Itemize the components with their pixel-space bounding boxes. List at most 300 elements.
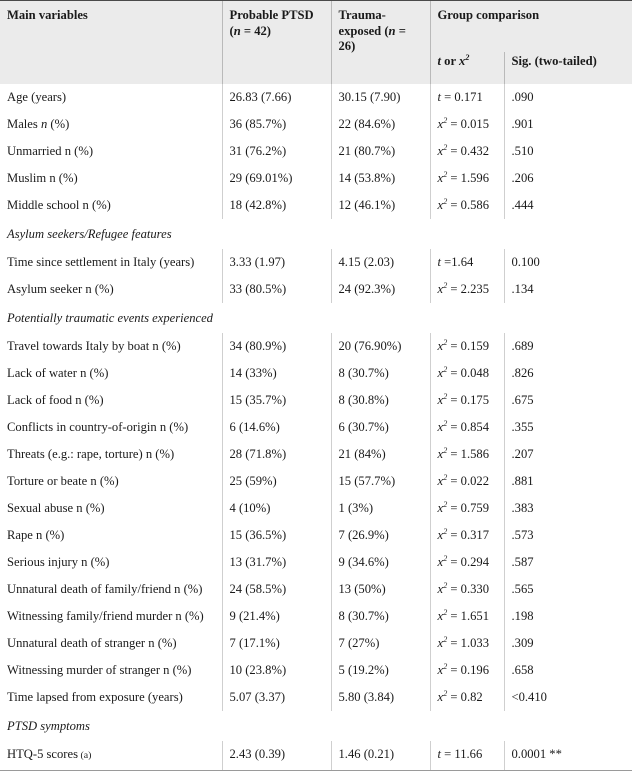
table-row: [0, 111, 632, 138]
significance-value: 0.0001 **: [511, 746, 562, 761]
significance-value-cell: [504, 84, 632, 111]
significance-value: .090: [511, 89, 534, 104]
significance-value: .689: [511, 338, 534, 353]
trauma-exposed-value: 14 (53.8%): [338, 170, 396, 185]
trauma-exposed-value-cell: [331, 603, 430, 630]
row-label-text: Conflicts in country-of-origin n (%): [7, 419, 189, 434]
test-statistic-value: = 1.651: [447, 608, 489, 623]
significance-value-cell: [504, 741, 632, 771]
row-label-cell: [0, 657, 222, 684]
header-row-primary: [0, 1, 632, 53]
test-statistic-value: = 1.033: [447, 635, 489, 650]
probable-ptsd-value-cell: [222, 684, 331, 711]
test-statistic-value: = 2.235: [447, 281, 489, 296]
chi-square-superscript: 2: [443, 196, 448, 206]
chi-square-symbol: x: [437, 500, 444, 515]
test-statistic-cell: [430, 603, 504, 630]
table-row: [0, 603, 632, 630]
test-statistic-cell: [430, 165, 504, 192]
t-statistic-symbol: t: [437, 89, 441, 104]
row-label-suffix: (%): [47, 116, 70, 131]
row-label-text: HTQ-5 scores: [7, 746, 78, 761]
significance-value: .206: [511, 170, 534, 185]
row-label-cell: [0, 522, 222, 549]
trauma-exposed-value: 4.15 (2.03): [338, 254, 395, 269]
probable-ptsd-value: 2.43 (0.39): [229, 746, 286, 761]
chi-square-symbol: x: [437, 419, 444, 434]
significance-value: 0.100: [511, 254, 540, 269]
test-statistic-value: = 0.294: [447, 554, 489, 569]
row-label-text: Asylum seeker n (%): [7, 281, 114, 296]
test-statistic-cell: [430, 414, 504, 441]
significance-value-cell: [504, 603, 632, 630]
probable-ptsd-value-cell: [222, 138, 331, 165]
probable-ptsd-value-cell: [222, 657, 331, 684]
significance-value: .573: [511, 527, 534, 542]
trauma-exposed-value-cell: [331, 138, 430, 165]
header-trauma-exposed-n-symbol: n: [388, 23, 396, 38]
chi-square-symbol: x: [437, 662, 444, 677]
chi-square-symbol: x: [437, 554, 444, 569]
row-label-cell: [0, 603, 222, 630]
row-label-text: Time lapsed from exposure (years): [7, 689, 183, 704]
significance-value: <0.410: [511, 689, 547, 704]
probable-ptsd-value-cell: [222, 495, 331, 522]
row-label-cell: [0, 333, 222, 360]
probable-ptsd-value-cell: [222, 387, 331, 414]
table-row: [0, 522, 632, 549]
trauma-exposed-value-cell: [331, 468, 430, 495]
probable-ptsd-value: 28 (71.8%): [229, 446, 287, 461]
significance-value: .658: [511, 662, 534, 677]
trauma-exposed-value: 5 (19.2%): [338, 662, 389, 677]
table-row: [0, 495, 632, 522]
header-t-symbol: t: [437, 54, 441, 68]
trauma-exposed-value-cell: [331, 657, 430, 684]
test-statistic-value: = 0.82: [447, 689, 483, 704]
header-probable-ptsd-n-symbol: n: [233, 23, 241, 38]
chi-square-symbol: x: [437, 116, 444, 131]
significance-value-cell: [504, 495, 632, 522]
trauma-exposed-value: 9 (34.6%): [338, 554, 389, 569]
row-label-text: Lack of water n (%): [7, 365, 109, 380]
header-main-variables: [0, 1, 222, 85]
trauma-exposed-value: 8 (30.7%): [338, 365, 389, 380]
trauma-exposed-value-cell: [331, 333, 430, 360]
probable-ptsd-value: 6 (14.6%): [229, 419, 280, 434]
significance-value-cell: [504, 387, 632, 414]
table-row: [0, 549, 632, 576]
chi-square-superscript: 2: [443, 391, 448, 401]
table-body: [0, 84, 632, 771]
header-group-comparison-label: Group comparison: [437, 8, 540, 22]
chi-square-symbol: x: [437, 338, 444, 353]
probable-ptsd-value-cell: [222, 192, 331, 219]
section-header-row: [0, 711, 632, 741]
row-label-text: Age (years): [7, 89, 67, 104]
trauma-exposed-value-cell: [331, 360, 430, 387]
t-statistic-symbol: t: [437, 254, 441, 269]
test-statistic-value: = 0.048: [447, 365, 489, 380]
significance-value: .587: [511, 554, 534, 569]
trauma-exposed-value-cell: [331, 684, 430, 711]
header-probable-ptsd-paren-open: (: [229, 23, 234, 38]
significance-value-cell: [504, 414, 632, 441]
section-header-row: [0, 303, 632, 333]
table-row: [0, 165, 632, 192]
row-label-cell: [0, 495, 222, 522]
significance-value: .444: [511, 197, 534, 212]
test-statistic-cell: [430, 249, 504, 276]
row-label-text: Serious injury n (%): [7, 554, 110, 569]
probable-ptsd-value: 29 (69.01%): [229, 170, 293, 185]
chi-square-symbol: x: [437, 446, 444, 461]
table-row: [0, 414, 632, 441]
test-statistic-value: = 0.159: [447, 338, 489, 353]
probable-ptsd-value-cell: [222, 249, 331, 276]
chi-square-superscript: 2: [443, 634, 448, 644]
row-label-text: Torture or beate n (%): [7, 473, 119, 488]
trauma-exposed-value: 24 (92.3%): [338, 281, 396, 296]
header-trauma-exposed-paren-open: exposed (: [338, 23, 389, 38]
trauma-exposed-value: 7 (27%): [338, 635, 380, 650]
section-header-label: PTSD symptoms: [7, 718, 90, 733]
test-statistic-value: = 1.596: [447, 170, 489, 185]
trauma-exposed-value: 22 (84.6%): [338, 116, 396, 131]
test-statistic-cell: [430, 360, 504, 387]
significance-value: .826: [511, 365, 534, 380]
significance-value: .901: [511, 116, 534, 131]
chi-square-symbol: x: [437, 170, 444, 185]
significance-value-cell: [504, 468, 632, 495]
header-chi-symbol: x: [458, 54, 466, 68]
header-chi-superscript: 2: [465, 52, 470, 62]
table-header: [0, 1, 632, 85]
test-statistic-cell: [430, 111, 504, 138]
table-row: [0, 192, 632, 219]
significance-value-cell: [504, 111, 632, 138]
row-label-cell: [0, 84, 222, 111]
probable-ptsd-value: 9 (21.4%): [229, 608, 280, 623]
header-main-variables-label: Main variables: [7, 8, 88, 22]
test-statistic-value: = 0.317: [447, 527, 489, 542]
chi-square-superscript: 2: [443, 115, 448, 125]
header-probable-ptsd: [222, 1, 331, 85]
table-row: [0, 360, 632, 387]
header-trauma-exposed-label: Trauma-: [338, 8, 386, 22]
header-significance: [504, 52, 632, 84]
significance-value: .309: [511, 635, 534, 650]
trauma-exposed-value: 21 (84%): [338, 446, 386, 461]
probable-ptsd-value-cell: [222, 414, 331, 441]
significance-value-cell: [504, 165, 632, 192]
table-row: [0, 684, 632, 711]
row-label-cell: [0, 360, 222, 387]
chi-square-superscript: 2: [443, 280, 448, 290]
significance-value-cell: [504, 249, 632, 276]
row-label-text: Unnatural death of stranger n (%): [7, 635, 177, 650]
probable-ptsd-value-cell: [222, 468, 331, 495]
header-significance-label: Sig. (two-tailed): [511, 54, 597, 68]
probable-ptsd-value: 5.07 (3.37): [229, 689, 286, 704]
trauma-exposed-value: 7 (26.9%): [338, 527, 389, 542]
probable-ptsd-value-cell: [222, 84, 331, 111]
significance-value-cell: [504, 684, 632, 711]
trauma-exposed-value-cell: [331, 630, 430, 657]
row-label-text: Sexual abuse n (%): [7, 500, 105, 515]
row-label-cell: [0, 468, 222, 495]
chi-square-superscript: 2: [443, 445, 448, 455]
probable-ptsd-value-cell: [222, 741, 331, 771]
trauma-exposed-value: 21 (80.7%): [338, 143, 396, 158]
chi-square-superscript: 2: [443, 580, 448, 590]
section-header-label: Asylum seekers/Refugee features: [7, 226, 172, 241]
section-header-row: [0, 219, 632, 249]
table-row: [0, 84, 632, 111]
trauma-exposed-value: 8 (30.8%): [338, 392, 389, 407]
test-statistic-value: = 0.854: [447, 419, 489, 434]
trauma-exposed-value-cell: [331, 111, 430, 138]
table-row: [0, 441, 632, 468]
significance-value-cell: [504, 549, 632, 576]
trauma-exposed-value-cell: [331, 276, 430, 303]
row-label-text: Witnessing murder of stranger n (%): [7, 662, 192, 677]
trauma-exposed-value-cell: [331, 387, 430, 414]
row-label-cell: [0, 387, 222, 414]
row-label-cell: [0, 549, 222, 576]
table-row: [0, 657, 632, 684]
chi-square-superscript: 2: [443, 499, 448, 509]
chi-square-superscript: 2: [443, 472, 448, 482]
significance-value-cell: [504, 360, 632, 387]
table-row: [0, 276, 632, 303]
trauma-exposed-value-cell: [331, 84, 430, 111]
test-statistic-value: = 0.196: [447, 662, 489, 677]
chi-square-superscript: 2: [443, 661, 448, 671]
test-statistic-value: = 0.432: [447, 143, 489, 158]
header-probable-ptsd-label: Probable PTSD: [229, 8, 314, 22]
probable-ptsd-value-cell: [222, 333, 331, 360]
row-label-text: Unnatural death of family/friend n (%): [7, 581, 203, 596]
chi-square-superscript: 2: [443, 142, 448, 152]
header-probable-ptsd-n-value: = 42): [240, 23, 271, 38]
chi-square-symbol: x: [437, 608, 444, 623]
significance-value: .510: [511, 143, 534, 158]
table-row: [0, 249, 632, 276]
chi-square-superscript: 2: [443, 526, 448, 536]
row-label-text: Rape n (%): [7, 527, 65, 542]
probable-ptsd-value-cell: [222, 603, 331, 630]
row-label-text: Males: [7, 116, 41, 131]
table-row: [0, 741, 632, 771]
chi-square-superscript: 2: [443, 688, 448, 698]
significance-value-cell: [504, 276, 632, 303]
test-statistic-cell: [430, 741, 504, 771]
test-statistic-cell: [430, 276, 504, 303]
table-row: [0, 333, 632, 360]
row-label-cell: [0, 111, 222, 138]
trauma-exposed-value-cell: [331, 192, 430, 219]
table-row: [0, 630, 632, 657]
chi-square-superscript: 2: [443, 364, 448, 374]
row-label-cell: [0, 741, 222, 771]
row-label-text: Middle school n (%): [7, 197, 111, 212]
test-statistic-value: =1.64: [441, 254, 474, 269]
row-label-cell: [0, 576, 222, 603]
probable-ptsd-value: 33 (80.5%): [229, 281, 287, 296]
test-statistic-cell: [430, 138, 504, 165]
chi-square-symbol: x: [437, 197, 444, 212]
test-statistic-value: = 11.66: [441, 746, 483, 761]
probable-ptsd-value-cell: [222, 630, 331, 657]
test-statistic-cell: [430, 387, 504, 414]
row-label-text: Witnessing family/friend murder n (%): [7, 608, 204, 623]
test-statistic-cell: [430, 657, 504, 684]
significance-value-cell: [504, 192, 632, 219]
probable-ptsd-value-cell: [222, 360, 331, 387]
probable-ptsd-value: 13 (31.7%): [229, 554, 287, 569]
test-statistic-value: = 0.586: [447, 197, 489, 212]
test-statistic-cell: [430, 441, 504, 468]
probable-ptsd-value-cell: [222, 111, 331, 138]
significance-value: .355: [511, 419, 534, 434]
probable-ptsd-value: 10 (23.8%): [229, 662, 287, 677]
significance-value: .207: [511, 446, 534, 461]
significance-value-cell: [504, 138, 632, 165]
trauma-exposed-value-cell: [331, 495, 430, 522]
chi-square-symbol: x: [437, 635, 444, 650]
test-statistic-value: = 1.586: [447, 446, 489, 461]
test-statistic-cell: [430, 549, 504, 576]
significance-value-cell: [504, 657, 632, 684]
probable-ptsd-value: 24 (58.5%): [229, 581, 287, 596]
section-header-cell: [0, 303, 632, 333]
trauma-exposed-value: 30.15 (7.90): [338, 89, 401, 104]
trauma-exposed-value-cell: [331, 249, 430, 276]
trauma-exposed-value: 20 (76.90%): [338, 338, 402, 353]
row-label-text: Travel towards Italy by boat n (%): [7, 338, 181, 353]
trauma-exposed-value: 13 (50%): [338, 581, 386, 596]
header-group-comparison: [430, 1, 632, 53]
trauma-exposed-value-cell: [331, 165, 430, 192]
row-label-text: Lack of food n (%): [7, 392, 104, 407]
row-label-text: Muslim n (%): [7, 170, 78, 185]
trauma-exposed-value: 12 (46.1%): [338, 197, 396, 212]
header-trauma-exposed-n-value: = 26): [338, 23, 406, 54]
table-row: [0, 576, 632, 603]
significance-value: .134: [511, 281, 534, 296]
test-statistic-value: = 0.330: [447, 581, 489, 596]
test-statistic-cell: [430, 333, 504, 360]
chi-square-superscript: 2: [443, 418, 448, 428]
chi-square-superscript: 2: [443, 553, 448, 563]
probable-ptsd-value: 31 (76.2%): [229, 143, 287, 158]
row-label-footnote-marker: (a): [78, 749, 92, 761]
section-header-cell: [0, 219, 632, 249]
trauma-exposed-value-cell: [331, 549, 430, 576]
row-label-cell: [0, 138, 222, 165]
row-label-cell: [0, 684, 222, 711]
trauma-exposed-value-cell: [331, 441, 430, 468]
probable-ptsd-value: 26.83 (7.66): [229, 89, 292, 104]
row-label-cell: [0, 192, 222, 219]
chi-square-symbol: x: [437, 365, 444, 380]
trauma-exposed-value: 8 (30.7%): [338, 608, 389, 623]
probable-ptsd-value: 14 (33%): [229, 365, 277, 380]
trauma-exposed-value-cell: [331, 414, 430, 441]
chi-square-symbol: x: [437, 392, 444, 407]
probable-ptsd-value-cell: [222, 549, 331, 576]
probable-ptsd-value: 3.33 (1.97): [229, 254, 286, 269]
chi-square-symbol: x: [437, 581, 444, 596]
test-statistic-cell: [430, 84, 504, 111]
significance-value: .198: [511, 608, 534, 623]
probable-ptsd-value: 7 (17.1%): [229, 635, 280, 650]
test-statistic-cell: [430, 522, 504, 549]
row-label-cell: [0, 630, 222, 657]
probable-ptsd-value: 4 (10%): [229, 500, 271, 515]
test-statistic-cell: [430, 576, 504, 603]
significance-value-cell: [504, 333, 632, 360]
table-row: [0, 138, 632, 165]
header-trauma-exposed: [331, 1, 430, 85]
probable-ptsd-value: 15 (36.5%): [229, 527, 287, 542]
trauma-exposed-value: 15 (57.7%): [338, 473, 396, 488]
test-statistic-cell: [430, 192, 504, 219]
chi-square-superscript: 2: [443, 607, 448, 617]
significance-value: .675: [511, 392, 534, 407]
test-statistic-value: = 0.759: [447, 500, 489, 515]
trauma-exposed-value: 1.46 (0.21): [338, 746, 395, 761]
section-header-cell: [0, 711, 632, 741]
test-statistic-cell: [430, 495, 504, 522]
trauma-exposed-value: 1 (3%): [338, 500, 374, 515]
probable-ptsd-value-cell: [222, 276, 331, 303]
significance-value: .565: [511, 581, 534, 596]
row-label-text: Time since settlement in Italy (years): [7, 254, 195, 269]
chi-square-superscript: 2: [443, 337, 448, 347]
row-label-n-symbol: n: [40, 116, 48, 131]
t-statistic-symbol: t: [437, 746, 441, 761]
probable-ptsd-value: 18 (42.8%): [229, 197, 287, 212]
probable-ptsd-value: 15 (35.7%): [229, 392, 287, 407]
row-label-text: Threats (e.g.: rape, torture) n (%): [7, 446, 175, 461]
significance-value: .383: [511, 500, 534, 515]
probable-ptsd-value-cell: [222, 165, 331, 192]
significance-value-cell: [504, 441, 632, 468]
chi-square-symbol: x: [437, 689, 444, 704]
test-statistic-cell: [430, 630, 504, 657]
probable-ptsd-value: 25 (59%): [229, 473, 277, 488]
probable-ptsd-value-cell: [222, 576, 331, 603]
test-statistic-value: = 0.022: [447, 473, 489, 488]
trauma-exposed-value: 5.80 (3.84): [338, 689, 395, 704]
test-statistic-value: = 0.015: [447, 116, 489, 131]
significance-value-cell: [504, 576, 632, 603]
test-statistic-cell: [430, 468, 504, 495]
row-label-cell: [0, 441, 222, 468]
probable-ptsd-value-cell: [222, 522, 331, 549]
row-label-cell: [0, 165, 222, 192]
header-or-conjunction: or: [441, 54, 459, 68]
significance-value-cell: [504, 630, 632, 657]
row-label-cell: [0, 249, 222, 276]
chi-square-symbol: x: [437, 281, 444, 296]
table-row: [0, 387, 632, 414]
significance-value-cell: [504, 522, 632, 549]
test-statistic-value: = 0.175: [447, 392, 489, 407]
row-label-cell: [0, 276, 222, 303]
